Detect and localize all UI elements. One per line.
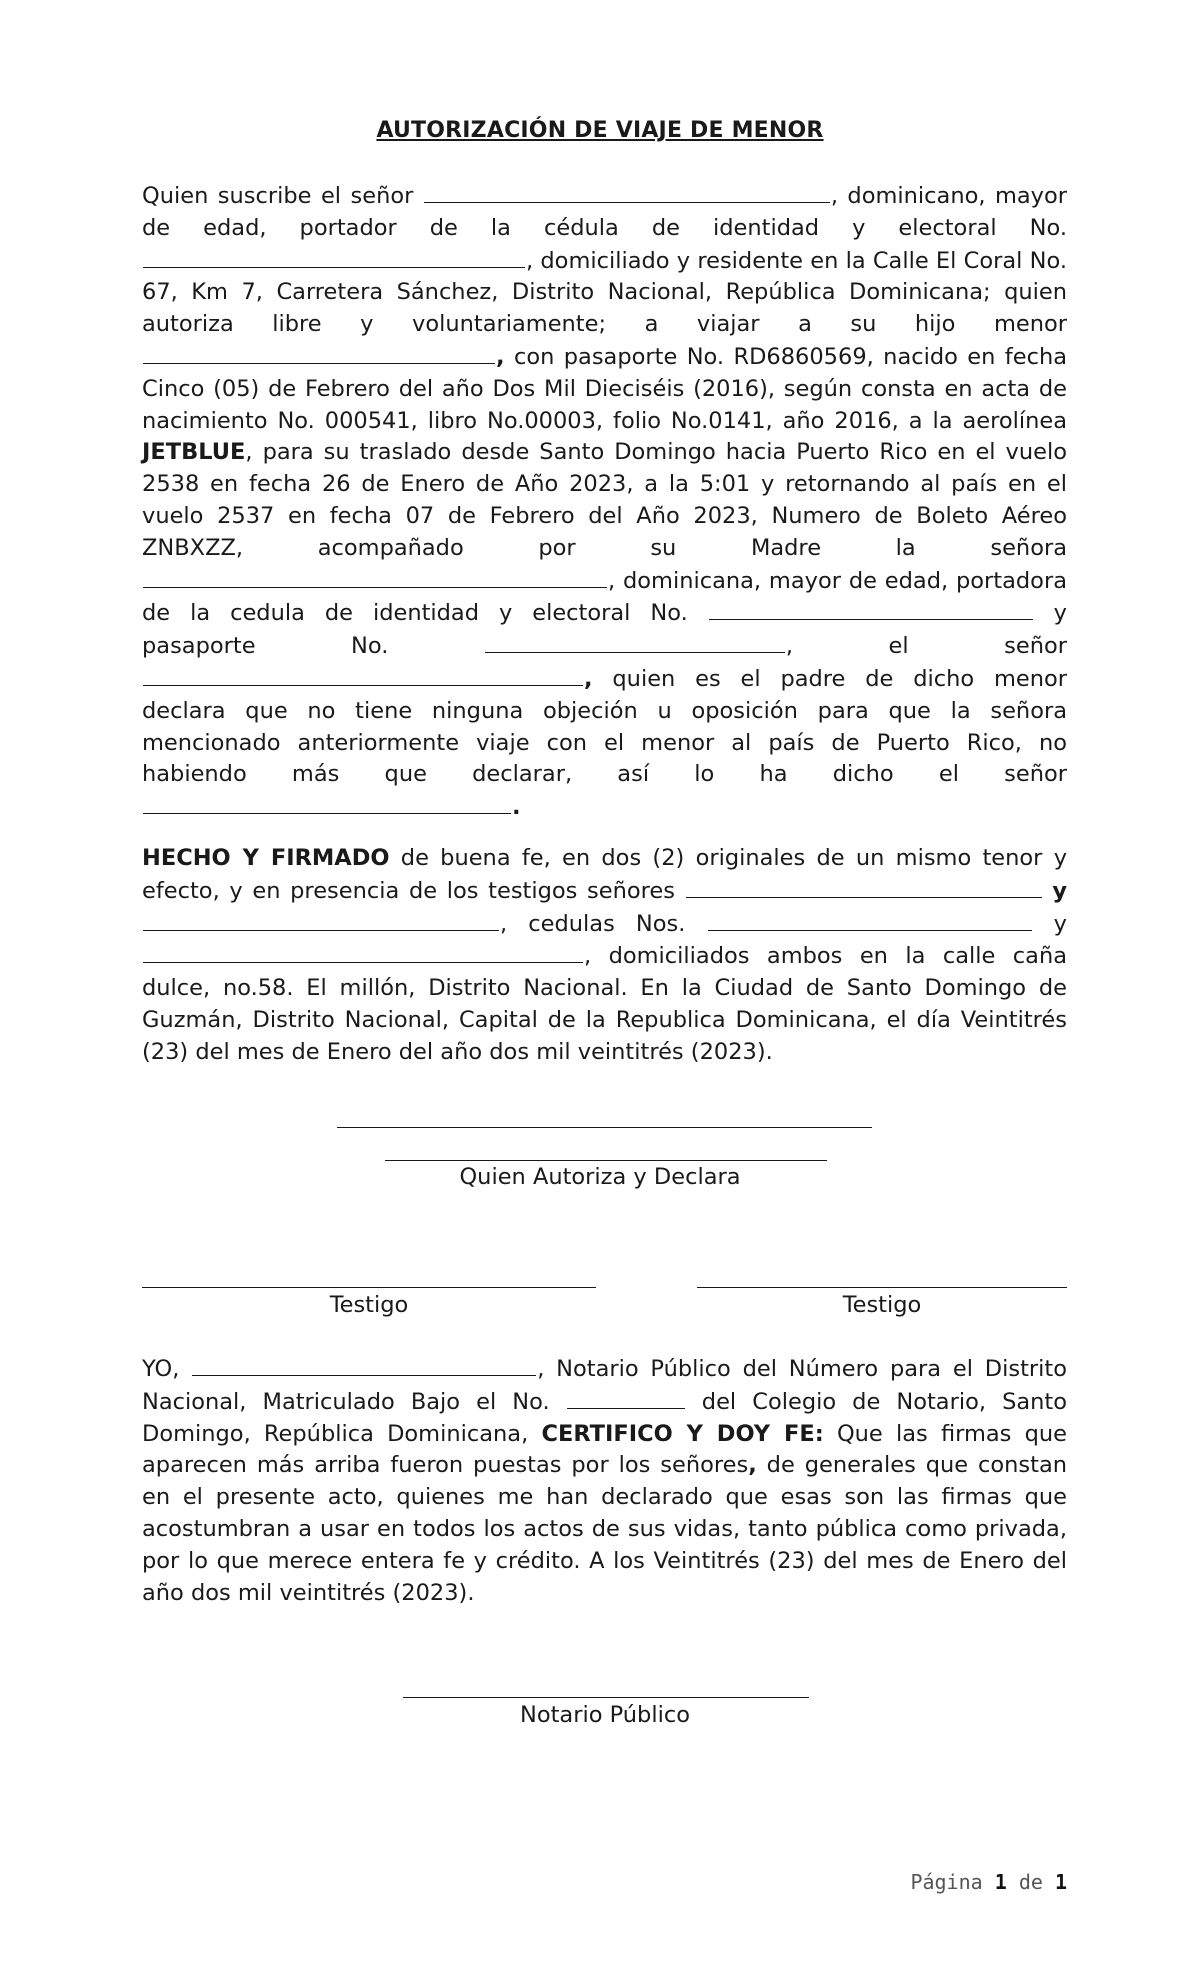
father-name-blank xyxy=(424,180,830,203)
hecho-y-firmado: HECHO Y FIRMADO xyxy=(142,845,390,871)
signature-line xyxy=(337,1127,872,1128)
witness-left-label: Testigo xyxy=(329,1292,409,1318)
authorization-paragraph xyxy=(142,180,1067,824)
text-run: de buena fe, en dos (2) originales de un mismo tenor y efecto, y en presencia de los testigos señores xyxy=(142,845,1068,904)
notary-text xyxy=(142,1353,1067,1609)
text-run: Que las firmas que aparecen más arriba fueron puestas por los señores xyxy=(142,1420,1067,1479)
text-run: , domiciliado y residente en la Calle El Coral No. 67, Km 7, Carretera Sánchez, Distrito Nacional, República Dominicana; quien autoriza libre y voluntariamente; a viajar a su hijo menor xyxy=(142,247,1067,338)
declarant-name-blank xyxy=(143,791,511,814)
mother-name-blank xyxy=(143,565,607,588)
notary-name-blank xyxy=(192,1353,536,1376)
signed-text xyxy=(142,843,1067,1069)
registration-number-blank xyxy=(567,1386,685,1409)
document-title: AUTORIZACIÓN DE VIAJE DE MENOR xyxy=(376,118,824,143)
text-run: , domiciliados ambos en la calle caña dulce, no.58. El millón, Distrito Nacional. En la Ciudad de Santo Domingo de Guzmán, Distrito Nacional, Capital de la Republica Dominicana, el día Veintitrés (23) del mes de Enero del año dos mil veintitrés (2023). xyxy=(142,943,1067,1065)
notary-paragraph xyxy=(142,1353,1067,1609)
text-run: , dominicano, mayor de edad, portador de la cédula de identidad y electoral No. xyxy=(142,183,1067,241)
passport-blank xyxy=(485,630,785,653)
text-run: , dominicana, mayor de edad, portadora de la cedula de identidad y electoral No. xyxy=(142,567,1067,627)
text-run: quien es el padre de dicho menor declara que no tiene ninguna objeción u oposición para que la señora mencionado anteriormente viaje con el menor al país de Puerto Rico, no habiendo más que declarar, así lo ha dicho el señor xyxy=(142,665,1067,788)
text-run: , xyxy=(584,665,593,692)
witness1-name-blank xyxy=(686,875,1042,898)
text-run: , para su traslado desde Santo Domingo hacia Puerto Rico en el vuelo 2538 en fecha 26 de Enero de Año 2023, a la 5:01 y retornando al país en el vuelo 2537 en fecha 07 de Febrero del Año 2023, Numero de Boleto Aéreo ZNBXZZ, acompañado por su Madre la señora xyxy=(142,439,1067,561)
text-run: del Colegio de Notario, Santo Domingo, República Dominicana, xyxy=(142,1388,1067,1447)
declarant-signature-line xyxy=(385,1160,827,1161)
text-run: y xyxy=(1032,910,1067,937)
current-page-number: 1 xyxy=(994,1870,1007,1894)
authorization-text xyxy=(142,180,1067,824)
declarant-label: Quien Autoriza y Declara xyxy=(459,1164,741,1190)
notary-signature-line xyxy=(403,1697,809,1698)
text-run: y xyxy=(1052,877,1068,904)
text-run: Quien suscribe el señor xyxy=(142,183,423,209)
text-run: de generales que constan en el presente acto, quienes me han declarado que esas son las firmas que acostumbran a usar en todos los actos de sus vidas, tanto pública como privada, por lo que merece entera fe y crédito. A los Veintitrés (23) del mes de Enero del año dos mil veintitrés (2023). xyxy=(142,1452,1067,1606)
father-name-blank-2 xyxy=(143,663,583,686)
minor-name-blank xyxy=(143,341,495,364)
mother-cedula-blank xyxy=(709,597,1033,620)
witness2-name-blank xyxy=(143,908,499,931)
text-run: , cedulas Nos. xyxy=(500,910,707,937)
text-run: , xyxy=(748,1452,757,1479)
total-page-count: 1 xyxy=(1054,1870,1067,1894)
text-run: con pasaporte No. RD6860569, nacido en fecha Cinco (05) de Febrero del año Dos Mil Dieciséis (2016), según consta en acta de nacimiento No. 000541, libro No.00003, folio No.0141, año 2016, a la aerolínea xyxy=(142,343,1067,434)
witness2-cedula-blank xyxy=(143,940,583,963)
text-run: , Notario Público del Número para el Distrito Nacional, Matriculado Bajo el No. xyxy=(142,1356,1067,1415)
text-run: de xyxy=(1006,1870,1055,1894)
text-run: , xyxy=(496,343,505,370)
witness-right-label: Testigo xyxy=(842,1292,922,1318)
text-run: , el señor xyxy=(785,633,1067,660)
text-run: YO, xyxy=(142,1356,192,1382)
witness1-cedula-blank xyxy=(708,908,1032,931)
notary-label: Notario Público xyxy=(520,1702,690,1728)
airline-name: JETBLUE xyxy=(142,439,246,466)
text-run: . xyxy=(512,794,521,821)
signed-paragraph xyxy=(142,843,1067,1069)
certify-heading: CERTIFICO Y DOY FE: xyxy=(541,1420,824,1447)
text-run: y pasaporte No. xyxy=(142,600,1067,660)
cedula-blank xyxy=(143,245,525,268)
witness-right-signature-line xyxy=(697,1287,1067,1288)
witness-left-signature-line xyxy=(142,1287,596,1288)
page-number-footer xyxy=(910,1870,1067,1894)
text-run: Página xyxy=(910,1870,995,1894)
